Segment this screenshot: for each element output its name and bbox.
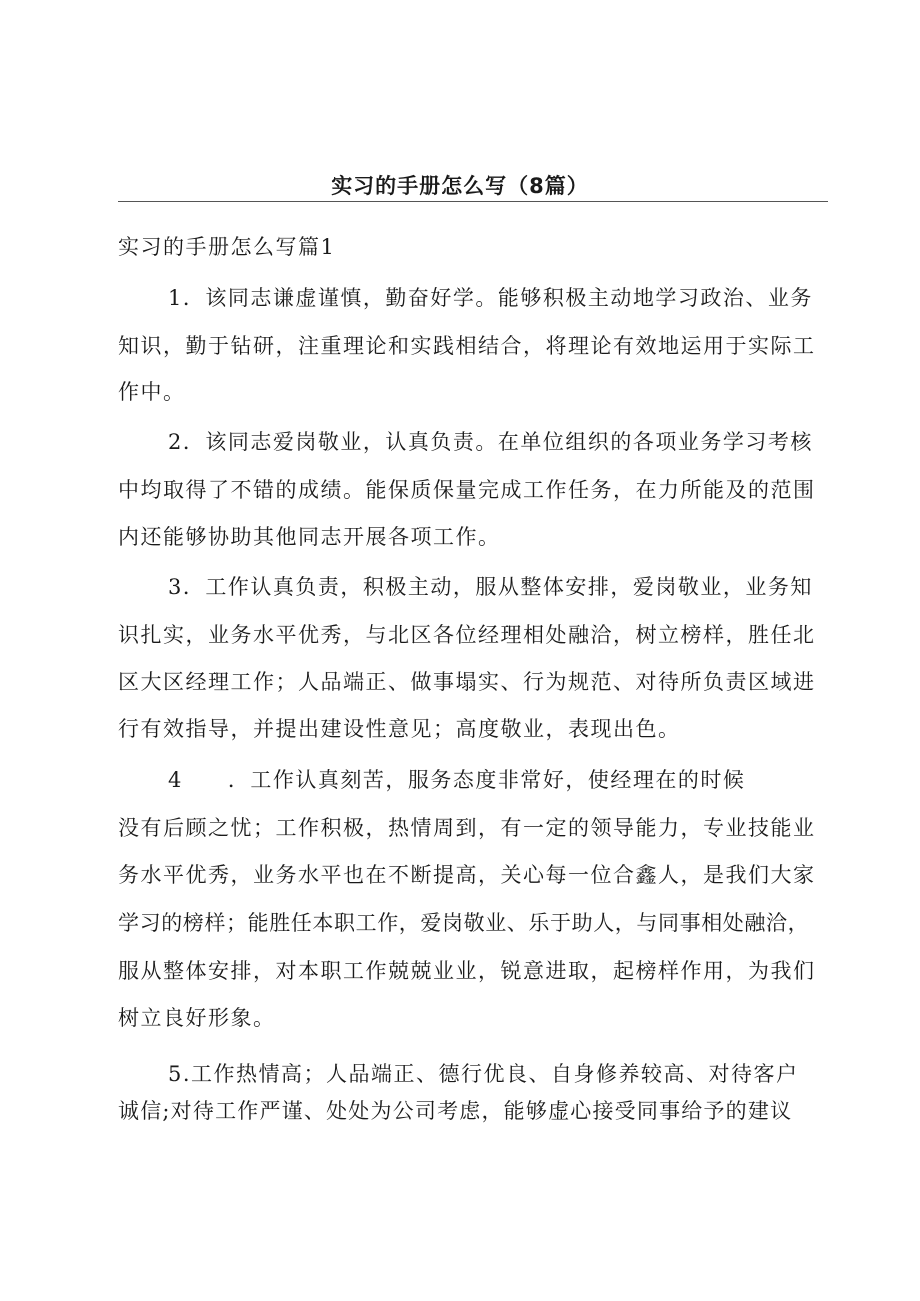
paragraph-line: 3．工作认真负责，积极主动，服从整体安排，爱岗敬业，业务知 <box>168 575 813 599</box>
paragraph-line: 学习的榜样；能胜任本职工作，爱岗敬业、乐于助人，与同事相处融洽， <box>118 911 810 935</box>
paragraph-line: 识扎实，业务水平优秀，与北区各位经理相处融洽，树立榜样，胜任北 <box>118 623 816 647</box>
paragraph-line: 1．该同志谦虚谨慎，勤奋好学。能够积极主动地学习政治、业务 <box>168 286 813 310</box>
paragraph-line: 没有后顾之忧；工作积极，热情周到，有一定的领导能力，专业技能业 <box>118 816 816 840</box>
paragraph-line: 5.工作热情高；人品端正、德行优良、自身修养较高、对待客户 <box>168 1062 799 1086</box>
paragraph-line: 2．该同志爱岗敬业，认真负责。在单位组织的各项业务学习考核 <box>168 430 813 454</box>
paragraph-line: 务水平优秀，业务水平也在不断提高，关心每一位合鑫人，是我们大家 <box>118 863 816 887</box>
paragraph-line: 区大区经理工作；人品端正、做事塌实、行为规范、对待所负责区域进 <box>118 670 816 694</box>
page-title: 实习的手册怎么写（8篇） <box>331 174 589 198</box>
paragraph-line: 树立良好形象。 <box>118 1006 276 1030</box>
document-body <box>118 0 830 1301</box>
paragraph-line: 服从整体安排，对本职工作兢兢业业，锐意进取，起榜样作用，为我们 <box>118 959 816 983</box>
paragraph-line: 中均取得了不错的成绩。能保质保量完成工作任务，在力所能及的范围 <box>118 478 816 502</box>
section-heading: 实习的手册怎么写篇1 <box>118 235 336 259</box>
paragraph-line: 行有效指导，并提出建设性意见；高度敬业，表现出色。 <box>118 717 681 741</box>
paragraph-line: 4 ．工作认真刻苦，服务态度非常好，使经理在的时候 <box>168 768 746 792</box>
paragraph-line: 知识，勤于钻研，注重理论和实践相结合，将理论有效地运用于实际工 <box>118 334 816 358</box>
paragraph-line: 诚信;对待工作严谨、处处为公司考虑，能够虚心接受同事给予的建议 <box>118 1099 793 1123</box>
paragraph-line: 内还能够协助其他同志开展各项工作。 <box>118 525 501 549</box>
paragraph-line: 作中。 <box>118 380 186 404</box>
